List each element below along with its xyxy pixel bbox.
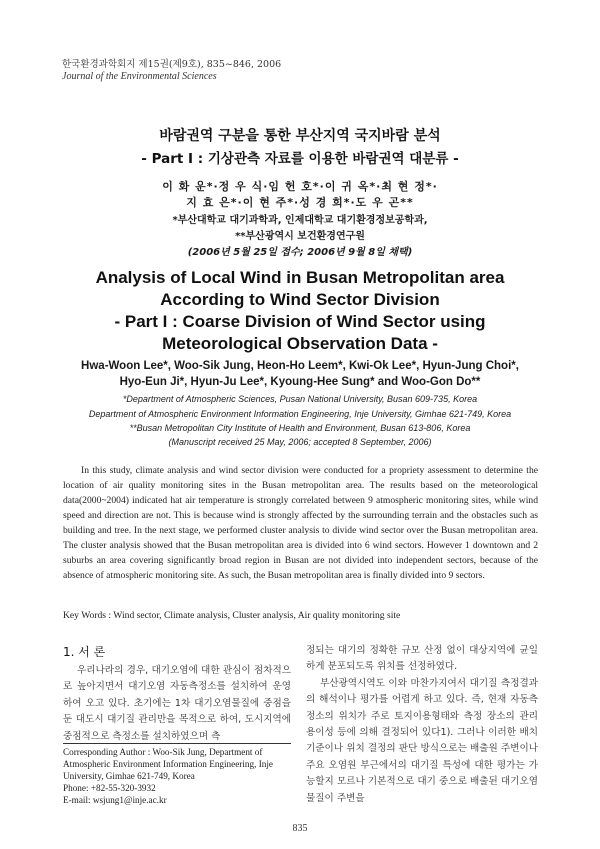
english-title-line2: According to Wind Sector Division xyxy=(160,290,440,309)
body-right-column xyxy=(306,643,538,807)
body-paragraph: 우리나라의 경우, 대기오염에 대한 관심이 점차적으로 높아지면서 대기오염 자동측정소를 설치하여 운영하여 오고 있다. 초기에는 1차 대기오염물질에 중점을 둔 대도시 대기질 관리만을 목적으로 하여, 도시지역에 중점적으로 측정소를 설치하였으며 측 xyxy=(63,665,291,742)
english-affiliation-line2: Department of Atmospheric Environment Information Engineering, Inje University, Gimhae 621-749, Korea xyxy=(88,409,512,419)
english-title-line3: - Part I : Coarse Division of Wind Sector using xyxy=(114,312,486,331)
keywords: Key Words : Wind sector, Climate analysis, Cluster analysis, Air quality monitoring site xyxy=(63,610,401,621)
english-title-line4: Meteorological Observation Data - xyxy=(162,334,438,353)
korean-subtitle: - Part I : 기상관측 자료를 이용한 바람권역 대분류 - xyxy=(141,151,459,167)
corresponding-phone: Phone: +82-55-320-3932 xyxy=(63,783,156,793)
manuscript-dates: (Manuscript received 25 May, 2006; accepted 8 September, 2006) xyxy=(168,437,432,447)
korean-affiliation-line2: **부산광역시 보건환경연구원 xyxy=(235,231,365,242)
journal-name-en: Journal of the Environmental Sciences xyxy=(62,71,217,82)
english-authors-line2: Hyo-Eun Ji*, Hyun-Ju Lee*, Kyoung-Hee Sung* and Woo-Gon Do** xyxy=(119,376,481,388)
journal-name-ko: 한국환경과학회지 제15권(제9호), 835~846, 2006 xyxy=(62,59,282,70)
body-left-column xyxy=(63,643,291,745)
section-heading: 1. 서 론 xyxy=(63,645,106,659)
corresponding-line: Atmospheric Environment Information Engineering, Inje xyxy=(63,759,273,769)
english-affiliation-line1: *Department of Atmospheric Sciences, Pusan National University, Busan 609-735, Korea xyxy=(122,394,478,404)
body-paragraph: 정되는 대기의 정확한 규모 산정 없이 대상지역에 균일하게 분포되도록 위치를 선정하였다. xyxy=(306,645,538,673)
body-paragraph: 부산광역시역도 이와 마찬가지여서 대기질 측정결과의 해석이나 평가를 어렵게 하고 있다. 즉, 현재 자동측정소의 위치가 주로 토지이용형태와 측정 장소의 관리 용이성 등에 의해 결정되어 있다1). 그러나 이러한 배치기준이나 위치 결정의 판단 방식으로는 배출원 주변이나 주요 오염원 부근에서의 대기질 특성에 대한 평가는 가능할지 모르나 기본적으로 대기 중으로 배출된 대기오염물질이 주변을 xyxy=(306,677,538,804)
page-number: 835 xyxy=(292,823,308,834)
footnote-divider xyxy=(63,743,291,744)
english-title-line1: Analysis of Local Wind in Busan Metropolitan area xyxy=(95,268,505,287)
corresponding-author xyxy=(63,746,295,806)
corresponding-line: Corresponding Author : Woo-Sik Jung, Department of xyxy=(63,747,263,757)
korean-received-date: (2006년 5월 25일 접수; 2006년 9월 8일 채택) xyxy=(187,247,413,258)
korean-authors-line1: 이 화 운*·정 우 식·임 헌 호*·이 귀 옥*·최 현 정*· xyxy=(162,180,438,193)
korean-authors-line2: 지 효 은*·이 현 주*·성 경 희*·도 우 곤** xyxy=(186,196,414,209)
korean-affiliation-line1: *부산대학교 대기과학과, 인제대학교 대기환경정보공학과, xyxy=(172,215,428,226)
english-affiliation-line3: **Busan Metropolitan City Institute of Health and Environment, Busan 613-806, Korea xyxy=(129,423,471,433)
abstract: In this study, climate analysis and wind sector division were conducted for a propriety assessment to determine the location of air quality monitoring sites in the Busan metropolitan area. The results based on the meteorological data(2000~2004) indicated hat air temperature is strongly correlated between 9 atmospheric monitoring sites, while wind speed and direction are not. This is because wind is strongly affected by the surrounding terrain and the obstacles such as building and tree. In the next stage, we performed cluster analysis to divide wind sector over the Busan metropolitan area. The cluster analysis showed that the Busan metropolitan area is divided into 6 wind sectors. However 1 downtown and 2 suburbs an area covering significantly broad region in Busan are not divided into independent sectors, because of the absence of atmospheric monitoring site. As such, the Busan metropolitan area is finally divided into 9 sectors. xyxy=(63,465,538,581)
korean-title: 바람권역 구분을 통한 부산지역 국지바람 분석 xyxy=(159,128,441,144)
corresponding-line: University, Gimhae 621-749, Korea xyxy=(63,771,195,781)
corresponding-email: E-mail: wsjung1@inje.ac.kr xyxy=(63,795,167,805)
english-authors-line1: Hwa-Woon Lee*, Woo-Sik Jung, Heon-Ho Leem*, Kwi-Ok Lee*, Hyun-Jung Choi*, xyxy=(81,360,519,372)
